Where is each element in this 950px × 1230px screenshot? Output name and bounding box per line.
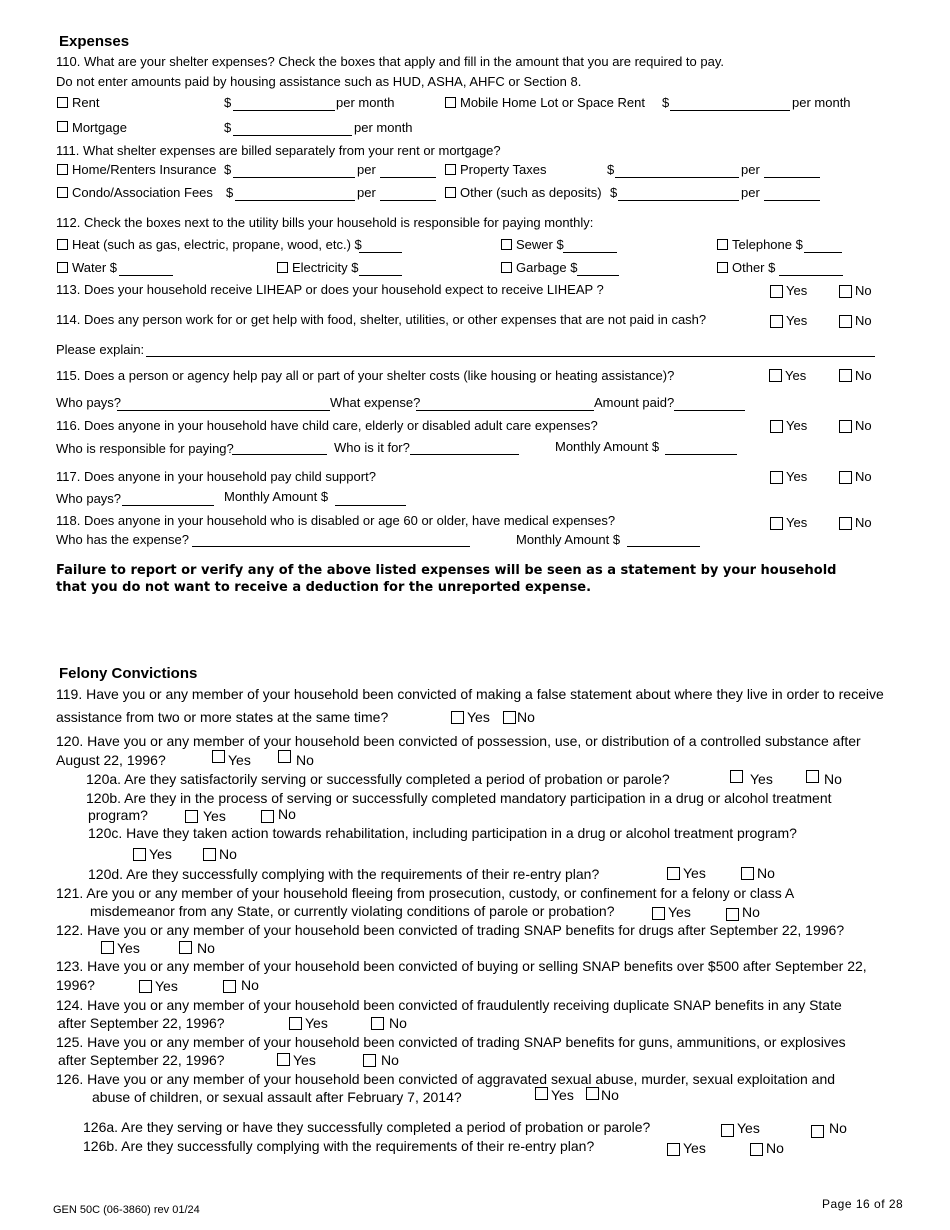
q116-who-responsible-field[interactable]	[232, 454, 327, 455]
q125-text-line2: after September 22, 1996?	[58, 1052, 225, 1068]
q117-text: 117. Does anyone in your household pay child support?	[56, 469, 376, 484]
rent-dollar: $	[224, 95, 232, 110]
q120-yes-label: Yes	[228, 752, 251, 768]
garbage-checkbox[interactable]	[501, 262, 512, 273]
q114-text: 114. Does any person work for or get help with food, shelter, utilities, or other expenses that are not paid in cash?	[56, 312, 707, 327]
mortgage-checkbox[interactable]	[57, 121, 68, 132]
q115-what-expense-field[interactable]	[416, 410, 594, 411]
q119-yes-label: Yes	[467, 709, 490, 725]
mobile-home-checkbox[interactable]	[445, 97, 456, 108]
q120c-yes-label: Yes	[149, 846, 172, 862]
q126-no-checkbox[interactable]	[586, 1087, 599, 1100]
rent-checkbox[interactable]	[57, 97, 68, 108]
telephone-amount-field[interactable]	[804, 252, 842, 253]
q115-amount-paid-label: Amount paid?	[594, 395, 675, 410]
q116-no-checkbox[interactable]	[839, 420, 852, 433]
mortgage-dollar: $	[224, 120, 232, 135]
q116-monthly-amount-field[interactable]	[665, 454, 737, 455]
q116-who-for-field[interactable]	[410, 454, 519, 455]
q120a-text: 120a. Are they satisfactorily serving or successfully completed a period of probation or parole?	[86, 771, 670, 787]
q126a-text: 126a. Are they serving or have they successfully completed a period of probation or parole?	[83, 1119, 651, 1135]
expenses-heading: Expenses	[59, 33, 130, 50]
home-insurance-dollar: $	[224, 162, 232, 177]
q115-what-expense-label: What expense?	[330, 395, 421, 410]
q123-text-line2: 1996?	[56, 977, 95, 993]
home-insurance-period-field[interactable]	[380, 177, 436, 178]
q125-no-label: No	[381, 1052, 399, 1068]
home-insurance-checkbox[interactable]	[57, 164, 68, 175]
q117-yes-label: Yes	[786, 469, 808, 484]
q115-who-pays-label: Who pays?	[56, 395, 122, 410]
q126a-yes-label: Yes	[737, 1120, 760, 1136]
property-taxes-checkbox[interactable]	[445, 164, 456, 175]
q120c-no-label: No	[219, 846, 237, 862]
q118-no-checkbox[interactable]	[839, 517, 852, 530]
q126b-text: 126b. Are they successfully complying with the requirements of their re-entry plan?	[83, 1138, 595, 1154]
q120a-no-label: No	[824, 771, 842, 787]
q113-yes-checkbox[interactable]	[770, 285, 783, 298]
q119-text-line2: assistance from two or more states at the same time?	[56, 709, 389, 725]
property-taxes-dollar: $	[607, 162, 615, 177]
sewer-checkbox[interactable]	[501, 239, 512, 250]
q121-yes-label: Yes	[668, 904, 691, 920]
heat-checkbox[interactable]	[57, 239, 68, 250]
condo-fees-label: Condo/Association Fees	[72, 185, 213, 200]
q118-yes-label: Yes	[786, 515, 808, 530]
q110-note: Do not enter amounts paid by housing assistance such as HUD, ASHA, AHFC or Section 8.	[56, 74, 582, 89]
mobile-home-label: Mobile Home Lot or Space Rent	[460, 95, 645, 110]
q112-text: 112. Check the boxes next to the utility bills your household is responsible for paying monthly:	[56, 215, 594, 230]
q126b-no-checkbox[interactable]	[750, 1143, 763, 1156]
q115-no-label: No	[855, 368, 872, 383]
q123-yes-label: Yes	[155, 978, 178, 994]
q116-yes-label: Yes	[786, 418, 808, 433]
q124-text-line2: after September 22, 1996?	[58, 1015, 225, 1031]
rent-amount-field[interactable]	[233, 110, 335, 111]
q119-no-checkbox[interactable]	[503, 711, 516, 724]
q121-no-checkbox[interactable]	[726, 908, 739, 921]
q124-no-label: No	[389, 1015, 407, 1031]
q120d-text: 120d. Are they successfully complying with the requirements of their re-entry plan?	[88, 866, 600, 882]
q122-no-checkbox[interactable]	[179, 941, 192, 954]
q123-no-label: No	[241, 977, 259, 993]
q118-who-has-field[interactable]	[192, 546, 470, 547]
q116-no-label: No	[855, 418, 872, 433]
mortgage-amount-field[interactable]	[233, 135, 352, 136]
q123-no-checkbox[interactable]	[223, 980, 236, 993]
q117-no-label: No	[855, 469, 872, 484]
q126b-no-label: No	[766, 1140, 784, 1156]
home-insurance-label: Home/Renters Insurance	[72, 162, 217, 177]
q126-yes-checkbox[interactable]	[535, 1087, 548, 1100]
q120b-no-label: No	[278, 806, 296, 822]
q116-text: 116. Does anyone in your household have child care, elderly or disabled adult care expenses?	[56, 418, 598, 433]
sewer-label: Sewer $	[516, 237, 564, 252]
q126a-no-label: No	[829, 1120, 847, 1136]
q116-who-responsible-label: Who is responsible for paying?	[56, 441, 234, 456]
q110-text: 110. What are your shelter expenses? Check the boxes that apply and fill in the amount that you are required to pay.	[56, 54, 724, 69]
q123-text-line1: 123. Have you or any member of your household been convicted of buying or selling SNAP benefits over $500 after September 22,	[56, 958, 867, 974]
please-explain-field[interactable]	[146, 356, 875, 357]
water-checkbox[interactable]	[57, 262, 68, 273]
q118-text: 118. Does anyone in your household who is disabled or age 60 or older, have medical expenses?	[56, 513, 616, 528]
q125-no-checkbox[interactable]	[363, 1054, 376, 1067]
property-taxes-label: Property Taxes	[460, 162, 547, 177]
garbage-label: Garbage $	[516, 260, 578, 275]
condo-fees-per: per	[357, 185, 376, 200]
garbage-amount-field[interactable]	[577, 275, 619, 276]
q120d-yes-checkbox[interactable]	[667, 867, 680, 880]
q124-text-line1: 124. Have you or any member of your household been convicted of fraudulently receiving duplicate SNAP benefits in any State	[56, 997, 842, 1013]
q121-yes-checkbox[interactable]	[652, 907, 665, 920]
please-explain-label: Please explain:	[56, 342, 145, 357]
rent-per-month: per month	[336, 95, 395, 110]
q116-who-for-label: Who is it for?	[334, 440, 410, 455]
q120a-yes-checkbox[interactable]	[730, 770, 743, 783]
q117-yes-checkbox[interactable]	[770, 471, 783, 484]
mortgage-per-month: per month	[354, 120, 413, 135]
q122-yes-label: Yes	[117, 940, 140, 956]
q119-no-label: No	[517, 709, 535, 725]
q120a-no-checkbox[interactable]	[806, 770, 819, 783]
heat-amount-field[interactable]	[359, 252, 402, 253]
q124-no-checkbox[interactable]	[371, 1017, 384, 1030]
rent-label: Rent	[72, 95, 100, 110]
condo-fees-period-field[interactable]	[380, 200, 436, 201]
q113-no-checkbox[interactable]	[839, 285, 852, 298]
other-deposits-dollar: $	[610, 185, 618, 200]
q126-text-line2: abuse of children, or sexual assault after February 7, 2014?	[92, 1089, 462, 1105]
q120b-yes-label: Yes	[203, 808, 226, 824]
q114-yes-label: Yes	[786, 313, 808, 328]
mobile-home-amount-field[interactable]	[670, 110, 790, 111]
q120d-yes-label: Yes	[683, 865, 706, 881]
q126a-no-checkbox[interactable]	[811, 1125, 824, 1138]
q117-who-pays-field[interactable]	[122, 505, 214, 506]
q120-yes-checkbox[interactable]	[212, 750, 225, 763]
q122-yes-checkbox[interactable]	[101, 941, 114, 954]
heat-label: Heat (such as gas, electric, propane, wood, etc.) $	[72, 237, 362, 252]
q118-monthly-amount-label: Monthly Amount $	[516, 532, 621, 547]
other-deposits-amount-field[interactable]	[618, 200, 739, 201]
telephone-checkbox[interactable]	[717, 239, 728, 250]
q120c-no-checkbox[interactable]	[203, 848, 216, 861]
q113-no-label: No	[855, 283, 872, 298]
q120d-no-checkbox[interactable]	[741, 867, 754, 880]
q120-no-checkbox[interactable]	[278, 750, 291, 763]
mobile-home-per-month: per month	[792, 95, 851, 110]
q125-text-line1: 125. Have you or any member of your household been convicted of trading SNAP benefits for guns, ammunitions, or explosives	[56, 1034, 846, 1050]
q116-monthly-amount-label: Monthly Amount $	[555, 439, 660, 454]
electricity-label: Electricity $	[292, 260, 359, 275]
q115-yes-checkbox[interactable]	[769, 369, 782, 382]
q111-text: 111. What shelter expenses are billed separately from your rent or mortgage?	[56, 143, 501, 158]
failure-warning: Failure to report or verify any of the above listed expenses will be seen as a statement by your household that you do not want to receive a deduction for the unreported expense.	[56, 563, 837, 595]
q120-text-line1: 120. Have you or any member of your household been convicted of possession, use, or distribution of a controlled substance after	[56, 733, 861, 749]
water-label: Water $	[72, 260, 118, 275]
q121-no-label: No	[742, 904, 760, 920]
q115-text: 115. Does a person or agency help pay all or part of your shelter costs (like housing or heating assistance)?	[56, 368, 675, 383]
condo-fees-amount-field[interactable]	[235, 200, 355, 201]
electricity-amount-field[interactable]	[359, 275, 402, 276]
felony-heading: Felony Convictions	[59, 665, 198, 682]
home-insurance-amount-field[interactable]	[233, 177, 355, 178]
q113-text: 113. Does your household receive LIHEAP or does your household expect to receive LIHEAP ?	[56, 282, 604, 297]
q122-no-label: No	[197, 940, 215, 956]
other-deposits-per: per	[741, 185, 760, 200]
q116-yes-checkbox[interactable]	[770, 420, 783, 433]
q118-monthly-amount-field[interactable]	[627, 546, 700, 547]
q117-monthly-amount-label: Monthly Amount $	[224, 489, 329, 504]
other-deposits-period-field[interactable]	[764, 200, 820, 201]
q115-amount-paid-field[interactable]	[674, 410, 745, 411]
q120b-text-line2: program?	[88, 807, 148, 823]
water-amount-field[interactable]	[119, 275, 173, 276]
q120-text-line2: August 22, 1996?	[56, 752, 166, 768]
q126-text-line1: 126. Have you or any member of your household been convicted of aggravated sexual abuse, murder, sexual exploitation and	[56, 1071, 836, 1087]
condo-fees-dollar: $	[226, 185, 234, 200]
q114-no-checkbox[interactable]	[839, 315, 852, 328]
q125-yes-checkbox[interactable]	[277, 1053, 290, 1066]
q119-text-line1: 119. Have you or any member of your household been convicted of making a false statement about where they live in order to receive	[56, 686, 884, 702]
form-id: GEN 50C (06-3860) rev 01/24	[53, 1204, 200, 1216]
mortgage-label: Mortgage	[72, 120, 127, 135]
q122-text: 122. Have you or any member of your household been convicted of trading SNAP benefits for drugs after September 22, 1996?	[56, 922, 845, 938]
property-taxes-per: per	[741, 162, 760, 177]
q126b-yes-label: Yes	[683, 1140, 706, 1156]
telephone-label: Telephone $	[732, 237, 803, 252]
q121-text-line2: misdemeanor from any State, or currently violating conditions of parole or probation?	[90, 903, 615, 919]
q118-who-has-label: Who has the expense?	[56, 532, 189, 547]
q120d-no-label: No	[757, 865, 775, 881]
property-taxes-amount-field[interactable]	[615, 177, 739, 178]
q126-yes-label: Yes	[551, 1087, 574, 1103]
q115-who-pays-field[interactable]	[117, 410, 330, 411]
q126b-yes-checkbox[interactable]	[667, 1143, 680, 1156]
other-utility-checkbox[interactable]	[717, 262, 728, 273]
other-deposits-label: Other (such as deposits)	[460, 185, 602, 200]
q119-yes-checkbox[interactable]	[451, 711, 464, 724]
q117-monthly-amount-field[interactable]	[335, 505, 406, 506]
q120c-text: 120c. Have they taken action towards rehabilitation, including participation in a drug or alcohol treatment program?	[88, 825, 797, 841]
q124-yes-checkbox[interactable]	[289, 1017, 302, 1030]
q124-yes-label: Yes	[305, 1015, 328, 1031]
q117-no-checkbox[interactable]	[839, 471, 852, 484]
q118-yes-checkbox[interactable]	[770, 517, 783, 530]
q117-who-pays-label: Who pays?	[56, 491, 122, 506]
other-utility-amount-field[interactable]	[779, 275, 843, 276]
mobile-home-dollar: $	[662, 95, 670, 110]
sewer-amount-field[interactable]	[563, 252, 617, 253]
home-insurance-per: per	[357, 162, 376, 177]
q120c-yes-checkbox[interactable]	[133, 848, 146, 861]
q120-no-label: No	[296, 752, 314, 768]
condo-fees-checkbox[interactable]	[57, 187, 68, 198]
q120b-yes-checkbox[interactable]	[185, 810, 198, 823]
q115-yes-label: Yes	[785, 368, 807, 383]
other-deposits-checkbox[interactable]	[445, 187, 456, 198]
q113-yes-label: Yes	[786, 283, 808, 298]
property-taxes-period-field[interactable]	[764, 177, 820, 178]
q121-text-line1: 121. Are you or any member of your household fleeing from prosecution, custody, or confinement for a felony or class A	[56, 885, 795, 901]
q118-no-label: No	[855, 515, 872, 530]
q120b-text-line1: 120b. Are they in the process of serving or successfully completed mandatory participation in a drug or alcohol treatment	[86, 790, 832, 806]
q126-no-label: No	[601, 1087, 619, 1103]
q115-no-checkbox[interactable]	[839, 369, 852, 382]
electricity-checkbox[interactable]	[277, 262, 288, 273]
q125-yes-label: Yes	[293, 1052, 316, 1068]
other-utility-label: Other $	[732, 260, 776, 275]
q114-yes-checkbox[interactable]	[770, 315, 783, 328]
page-number: Page 16 of 28	[822, 1197, 904, 1211]
q123-yes-checkbox[interactable]	[139, 980, 152, 993]
q120b-no-checkbox[interactable]	[261, 810, 274, 823]
q114-no-label: No	[855, 313, 872, 328]
q120a-yes-label: Yes	[750, 771, 773, 787]
q126a-yes-checkbox[interactable]	[721, 1124, 734, 1137]
